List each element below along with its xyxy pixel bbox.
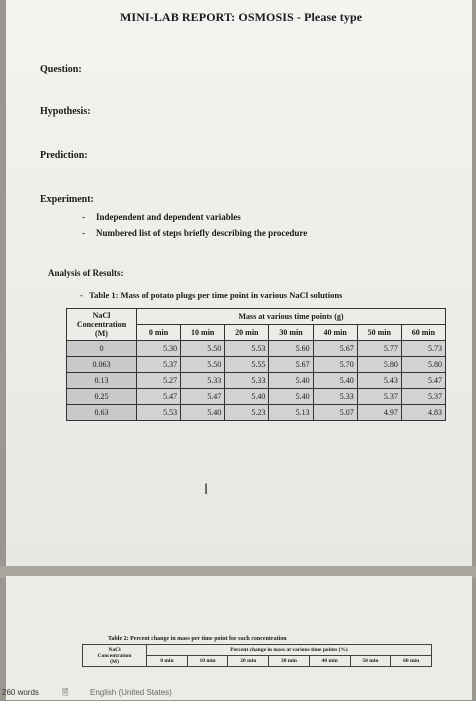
- status-bar: [0, 686, 476, 700]
- mass-cell: 5.40: [181, 405, 225, 421]
- bullet-text: Independent and dependent variables: [96, 212, 241, 222]
- table2-caption: Table 2: Percent change in mass per time point for each concentration: [108, 636, 287, 642]
- conc-header-line: (M): [95, 329, 108, 338]
- conc-header-line: NaCl: [108, 646, 121, 653]
- bullet-dash: -: [80, 290, 90, 300]
- conc-cell: 0.063: [67, 357, 137, 373]
- mass-cell: 5.80: [357, 357, 401, 373]
- mass-cell: 5.73: [401, 341, 445, 357]
- time-header: 10 min: [187, 656, 228, 667]
- mass-cell: 5.40: [225, 389, 269, 405]
- mass-cell: 5.40: [313, 373, 357, 389]
- time-header: 0 min: [137, 325, 181, 341]
- mass-cell: 5.33: [313, 389, 357, 405]
- bullet-dash: -: [82, 212, 85, 222]
- conc-cell: 0.13: [67, 373, 137, 389]
- time-header: 60 min: [391, 656, 432, 667]
- time-header: 30 min: [269, 325, 313, 341]
- mass-cell: 4.97: [357, 405, 401, 421]
- word-count[interactable]: 260 words: [2, 688, 39, 697]
- conc-header-cell: [83, 645, 147, 667]
- mass-cell: 5.53: [137, 405, 181, 421]
- report-title: MINI-LAB REPORT: OSMOSIS - Please type: [120, 10, 363, 24]
- conc-header-cell: [67, 309, 137, 341]
- time-header: 40 min: [313, 325, 357, 341]
- mass-cell: 5.27: [137, 373, 181, 389]
- mass-cell: 5.55: [225, 357, 269, 373]
- mass-cell: 5.50: [181, 357, 225, 373]
- mass-cell: 5.43: [357, 373, 401, 389]
- mass-cell: 5.33: [181, 373, 225, 389]
- mass-cell: 5.40: [269, 373, 313, 389]
- prediction-label: Prediction:: [40, 150, 88, 161]
- conc-header-line: Concentration: [76, 320, 127, 329]
- conc-cell: 0.25: [67, 389, 137, 405]
- time-header: 40 min: [309, 656, 350, 667]
- document-page[interactable]: [6, 0, 472, 568]
- time-header: 10 min: [181, 325, 225, 341]
- mass-cell: 5.80: [401, 357, 445, 373]
- mass-cell: 5.47: [401, 373, 445, 389]
- mass-cell: 5.37: [401, 389, 445, 405]
- table-row: [67, 373, 446, 389]
- bullet-dash: -: [82, 228, 85, 238]
- mass-cell: 5.47: [181, 389, 225, 405]
- table-row: [67, 389, 446, 405]
- conc-header-line: NaCl: [92, 311, 111, 320]
- table1-caption: [80, 290, 342, 300]
- mass-cell: 5.23: [225, 405, 269, 421]
- experiment-bullet-2: [82, 228, 307, 238]
- time-header: 20 min: [228, 656, 269, 667]
- question-label: Question:: [40, 64, 82, 75]
- mass-cell: 5.07: [313, 405, 357, 421]
- table-row: [67, 405, 446, 421]
- hypothesis-label: Hypothesis:: [40, 106, 91, 117]
- conc-header-line: Concentration: [97, 652, 132, 659]
- mass-cell: 5.67: [313, 341, 357, 357]
- time-header: 30 min: [269, 656, 310, 667]
- percent-group-header: Percent change in mass at various time points (%): [147, 645, 432, 656]
- conc-cell: 0: [67, 341, 137, 357]
- analysis-label: Analysis of Results:: [48, 268, 124, 278]
- mass-cell: 5.70: [313, 357, 357, 373]
- mass-table: [66, 308, 446, 421]
- mass-cell: 5.30: [137, 341, 181, 357]
- mass-cell: 5.13: [269, 405, 313, 421]
- time-header: 0 min: [147, 656, 188, 667]
- text-cursor-icon: I: [204, 482, 209, 498]
- mass-cell: 5.67: [269, 357, 313, 373]
- proofing-icon[interactable]: 🖹: [62, 688, 69, 697]
- conc-cell: 0.63: [67, 405, 137, 421]
- mass-cell: 5.33: [225, 373, 269, 389]
- table-row: [67, 341, 446, 357]
- bullet-text: Numbered list of steps briefly describing the procedure: [96, 228, 308, 238]
- mass-cell: 5.37: [137, 357, 181, 373]
- mass-cell: 5.77: [357, 341, 401, 357]
- percent-change-table: [82, 644, 432, 667]
- experiment-bullet-1: [82, 212, 241, 222]
- table-row: [67, 357, 446, 373]
- caption-text: Table 1: Mass of potato plugs per time point in various NaCl solutions: [89, 290, 343, 300]
- time-header: 50 min: [357, 325, 401, 341]
- mass-cell: 5.47: [137, 389, 181, 405]
- language-indicator[interactable]: English (United States): [90, 688, 172, 697]
- mass-group-header: Mass at various time points (g): [137, 309, 446, 325]
- mass-cell: 5.40: [269, 389, 313, 405]
- mass-cell: 5.53: [225, 341, 269, 357]
- time-header: 60 min: [401, 325, 445, 341]
- mass-cell: 5.37: [357, 389, 401, 405]
- time-header: 50 min: [350, 656, 391, 667]
- mass-cell: 4.83: [401, 405, 445, 421]
- time-header: 20 min: [225, 325, 269, 341]
- experiment-label: Experiment:: [40, 194, 94, 205]
- conc-header-line: (M): [110, 658, 119, 665]
- mass-cell: 5.60: [269, 341, 313, 357]
- mass-cell: 5.50: [181, 341, 225, 357]
